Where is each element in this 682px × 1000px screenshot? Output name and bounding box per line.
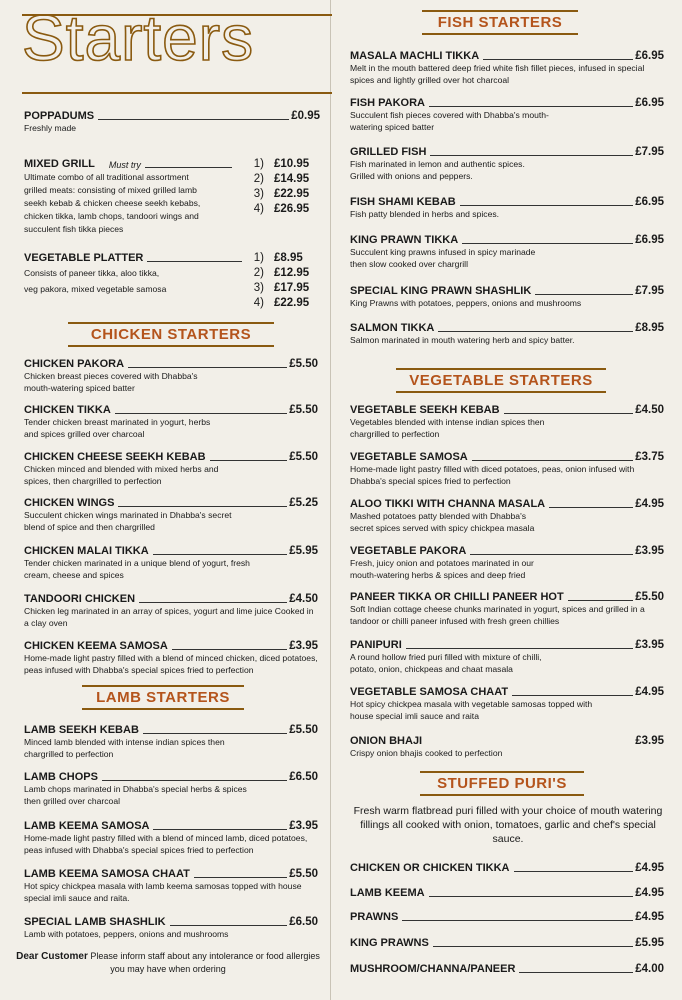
menu-item [350, 234, 664, 270]
portion-number: 4) [253, 297, 264, 309]
item-price: £3.95 [289, 820, 318, 832]
price-leader [145, 166, 232, 168]
item-name: VEGETABLE SAMOSA [350, 451, 468, 463]
item-description [24, 265, 234, 297]
price-leader [115, 412, 287, 414]
menu-item [24, 404, 318, 440]
item-price: £5.50 [289, 724, 318, 736]
right-column [336, 0, 682, 1000]
item-description: Mashed potatoes patty blended with Dhabba's secret spices served with spicy chickpea masala [350, 511, 535, 533]
item-tag: Must try [108, 160, 141, 170]
price-leader [483, 58, 633, 60]
price-leader [504, 412, 634, 414]
item-price: £5.25 [289, 497, 318, 509]
menu-item-poppadums [24, 110, 320, 135]
menu-item [24, 358, 318, 394]
price-leader [430, 154, 633, 156]
menu-item [350, 146, 664, 182]
section-heading-lamb: LAMB STARTERS [82, 685, 244, 710]
section-heading-fish: FISH STARTERS [422, 10, 578, 35]
item-price: £4.95 [635, 686, 664, 698]
item-price: £7.95 [635, 285, 664, 297]
item-name: MIXED GRILL [24, 158, 95, 170]
item-name: SPECIAL LAMB SHASHLIK [24, 916, 166, 928]
price-leader [172, 648, 287, 650]
section-heading-stuffed-puri: STUFFED PURI'S [420, 771, 584, 796]
item-name: CHICKEN TIKKA [24, 404, 111, 416]
item-name: VEGETABLE PLATTER [24, 252, 144, 264]
item-price: £6.50 [289, 916, 318, 928]
menu-item [24, 640, 318, 676]
item-name: MUSHROOM/CHANNA/PANEER [350, 963, 516, 975]
menu-item [24, 820, 318, 856]
price-leader [402, 919, 633, 921]
menu-item [24, 868, 318, 904]
item-description: A round hollow fried puri filled with mixture of chilli, potato, onion, chickpeas and chaat masala [350, 652, 542, 674]
item-description: Lamb with potatoes, peppers, onions and mushrooms [24, 929, 229, 939]
price-leader [460, 204, 633, 206]
price-leader [429, 895, 634, 897]
price-leader [519, 971, 633, 973]
menu-item [350, 285, 664, 310]
price-leader [433, 945, 633, 947]
item-price: £3.95 [289, 640, 318, 652]
menu-item-vegetable-platter [24, 252, 320, 310]
item-name: TANDOORI CHICKEN [24, 593, 136, 605]
title-rule-bottom [22, 92, 332, 94]
item-name: CHICKEN PAKORA [24, 358, 125, 370]
item-price: £4.95 [635, 911, 664, 923]
menu-item [24, 771, 318, 807]
item-name: PRAWNS [350, 911, 399, 923]
item-description: Home-made light pastry filled with diced potatoes, peas, onion infused with Dhabba's special spices fried to perfection [350, 464, 635, 486]
menu-item [24, 545, 318, 581]
menu-item [24, 724, 318, 760]
item-name: KING PRAWNS [350, 937, 429, 949]
menu-item [350, 887, 664, 899]
item-name: PANEER TIKKA OR CHILLI PANEER HOT [350, 591, 564, 603]
item-price: £5.50 [289, 868, 318, 880]
item-description [24, 171, 234, 236]
item-price: £4.00 [635, 963, 664, 975]
item-description: Hot spicy chickpea masala with vegetable samosas topped with house special imli sauce and raita [350, 699, 593, 721]
item-price: £6.95 [635, 196, 664, 208]
item-price: £5.50 [635, 591, 664, 603]
portion-price [250, 203, 309, 215]
item-description: Salmon marinated in mouth watering herb and spicy batter. [350, 335, 575, 345]
price-leader [535, 293, 633, 295]
portion-number: 2) [253, 173, 264, 185]
price-leader [472, 459, 633, 461]
item-description: Succulent fish pieces covered with Dhabba's mouth-watering spiced batter [350, 110, 549, 132]
item-description: Crispy onion bhajis cooked to perfection [350, 748, 503, 758]
desc-line: seekh kebab & chicken cheese seekh kebabs, [24, 198, 201, 208]
item-description: Melt in the mouth battered deep fried white fish fillet pieces, infused in special spices and lightly grilled over hot charcoal [350, 63, 645, 85]
item-description: Home-made light pastry filled with a blend of minced chicken, diced potatoes, peas infused with Dhabba's special spices fried to perfection [24, 653, 318, 675]
item-description: Lamb chops marinated in Dhabba's special herbs & spices then grilled over charcoal [24, 784, 247, 806]
price-spacer [426, 744, 633, 745]
menu-item [24, 497, 318, 533]
item-name: LAMB SEEKH KEBAB [24, 724, 139, 736]
item-price: £12.95 [274, 267, 310, 279]
item-name: VEGETABLE SAMOSA CHAAT [350, 686, 509, 698]
item-name: POPPADUMS [24, 110, 95, 122]
item-price: £5.50 [289, 451, 318, 463]
price-leader [170, 924, 288, 926]
price-leader [429, 105, 633, 107]
item-description: Freshly made [24, 123, 77, 133]
item-price: £3.75 [635, 451, 664, 463]
stuffed-puri-intro: Fresh warm flatbread puri filled with your choice of mouth watering fillings all cooked with onion, tomatoes, garlic and chef's special sauce. [353, 805, 663, 845]
item-price: £17.95 [274, 282, 310, 294]
menu-item [350, 911, 664, 923]
portion-number: 4) [253, 203, 264, 215]
item-price: £10.95 [274, 158, 310, 170]
price-leader [118, 505, 287, 507]
menu-item [350, 322, 664, 347]
item-name: FISH PAKORA [350, 97, 425, 109]
item-price: £7.95 [635, 146, 664, 158]
item-name: PANIPURI [350, 639, 402, 651]
portion-number: 2) [253, 267, 264, 279]
item-name: CHICKEN KEEMA SAMOSA [24, 640, 168, 652]
item-price: £6.50 [289, 771, 318, 783]
item-name: GRILLED FISH [350, 146, 427, 158]
item-price: £22.95 [274, 297, 310, 309]
column-divider [330, 0, 331, 1000]
item-price: £5.50 [289, 404, 318, 416]
item-description: Minced lamb blended with intense indian spices then chargrilled to perfection [24, 737, 225, 759]
menu-item [350, 97, 664, 133]
desc-line: Ultimate combo of all traditional assortment [24, 172, 189, 182]
item-price: £6.95 [635, 50, 664, 62]
desc-line: Consists of paneer tikka, aloo tikka, [24, 268, 160, 278]
item-name: ONION BHAJI [350, 735, 423, 747]
menu-item [350, 404, 664, 440]
item-price: £4.50 [289, 593, 318, 605]
item-price: £4.95 [635, 887, 664, 899]
item-name: SALMON TIKKA [350, 322, 435, 334]
item-description: King Prawns with potatoes, peppers, onions and mushrooms [350, 298, 582, 308]
price-leader [470, 553, 633, 555]
item-name: CHICKEN WINGS [24, 497, 115, 509]
item-name: KING PRAWN TIKKA [350, 234, 459, 246]
menu-item [350, 196, 664, 221]
item-description: Fish patty blended in herbs and spices. [350, 209, 500, 219]
item-description: Chicken minced and blended with mixed herbs and spices, then chargrilled to perfection [24, 464, 219, 486]
price-leader [549, 506, 633, 508]
desc-line: succulent fish tikka pieces [24, 224, 124, 234]
item-description: Home-made light pastry filled with a blend of minced lamb, diced potatoes, peas infused with Dhabba's special spices fried to perfection [24, 833, 308, 855]
item-name: CHICKEN OR CHICKEN TIKKA [350, 862, 510, 874]
menu-item [350, 591, 664, 627]
portion-price [250, 252, 303, 264]
item-price: £4.50 [635, 404, 664, 416]
price-leader [143, 732, 287, 734]
item-price: £22.95 [274, 188, 310, 200]
item-name: LAMB KEEMA SAMOSA CHAAT [24, 868, 190, 880]
section-heading-vegetable: VEGETABLE STARTERS [396, 368, 606, 393]
item-price: £8.95 [635, 322, 664, 334]
portion-number: 1) [253, 158, 264, 170]
item-price: £4.95 [635, 862, 664, 874]
item-name: MASALA MACHLI TIKKA [350, 50, 480, 62]
portion-price [250, 282, 309, 294]
portion-price [250, 267, 309, 279]
item-price: £3.95 [635, 545, 664, 557]
item-description: Fish marinated in lemon and authentic spices. Grilled with onions and peppers. [350, 159, 525, 181]
menu-item [350, 50, 664, 86]
footer-text: Please inform staff about any intolerance or food allergies you may have when ordering [90, 951, 320, 974]
item-name: CHICKEN CHEESE SEEKH KEBAB [24, 451, 206, 463]
price-leader [406, 647, 633, 649]
portion-number: 1) [253, 252, 264, 264]
portion-number: 3) [253, 188, 264, 200]
item-name: ALOO TIKKI WITH CHANNA MASALA [350, 498, 546, 510]
item-price: £3.95 [635, 735, 664, 747]
item-description: Chicken leg marinated in an array of spices, yogurt and lime juice Cooked in a clay oven [24, 606, 314, 628]
price-leader [512, 694, 633, 696]
portion-number: 3) [253, 282, 264, 294]
item-description: Tender chicken marinated in a unique blend of yogurt, fresh cream, cheese and spices [24, 558, 250, 580]
portion-price [250, 173, 309, 185]
price-leader [514, 870, 634, 872]
left-column [0, 0, 326, 1000]
item-description: Tender chicken breast marinated in yogurt, herbs and spices grilled over charcoal [24, 417, 211, 439]
price-leader [462, 242, 633, 244]
desc-line: grilled meats: consisting of mixed grilled lamb [24, 185, 197, 195]
menu-item [24, 451, 318, 487]
item-description: Soft Indian cottage cheese chunks marinated in yogurt, spices and grilled in a tandoor or chilli paneer infused with fresh green chillies [350, 604, 645, 626]
footer-greeting: Dear Customer [16, 951, 88, 962]
portion-price [250, 158, 309, 170]
price-leader [128, 366, 287, 368]
menu-item [350, 963, 664, 975]
item-description: Fresh, juicy onion and potatoes marinated in our mouth-watering herbs & spices and deep fried [350, 558, 534, 580]
page-title: Starters [22, 2, 255, 74]
item-price: £14.95 [274, 173, 310, 185]
item-description: Succulent chicken wings marinated in Dhabba's secret blend of spice and then chargrilled [24, 510, 232, 532]
price-leader [98, 118, 289, 120]
item-price: £5.95 [635, 937, 664, 949]
menu-item [350, 498, 664, 534]
portion-price [250, 297, 309, 309]
item-price: £6.95 [635, 97, 664, 109]
price-leader [568, 599, 634, 601]
menu-item [350, 639, 664, 675]
item-description: Vegetables blended with intense indian spices then chargrilled to perfection [350, 417, 545, 439]
menu-item [24, 593, 318, 629]
item-name: VEGETABLE SEEKH KEBAB [350, 404, 500, 416]
item-name: LAMB CHOPS [24, 771, 98, 783]
item-price: £6.95 [635, 234, 664, 246]
menu-item [350, 735, 664, 760]
menu-item [350, 545, 664, 581]
item-name: FISH SHAMI KEBAB [350, 196, 456, 208]
item-description: Hot spicy chickpea masala with lamb keema samosas topped with house special imli sauce and raita. [24, 881, 302, 903]
item-description: Succulent king prawns infused in spicy marinade then slow cooked over chargrill [350, 247, 536, 269]
price-leader [139, 601, 287, 603]
price-leader [210, 459, 288, 461]
item-name: VEGETABLE PAKORA [350, 545, 467, 557]
item-description: Chicken breast pieces covered with Dhabba's mouth-watering spiced batter [24, 371, 198, 393]
price-leader [153, 828, 287, 830]
price-leader [438, 330, 633, 332]
desc-line: chicken tikka, lamb chops, tandoori wings and [24, 211, 199, 221]
menu-item [24, 916, 318, 941]
item-price: £8.95 [274, 252, 303, 264]
menu-item [350, 862, 664, 874]
item-name: LAMB KEEMA [350, 887, 425, 899]
item-price: £3.95 [635, 639, 664, 651]
item-name: CHICKEN MALAI TIKKA [24, 545, 149, 557]
item-price: £0.95 [291, 110, 320, 122]
allergy-notice [16, 950, 320, 976]
item-price: £4.95 [635, 498, 664, 510]
price-leader [153, 553, 288, 555]
item-name: LAMB KEEMA SAMOSA [24, 820, 150, 832]
item-price: £5.95 [289, 545, 318, 557]
item-name: SPECIAL KING PRAWN SHASHLIK [350, 285, 532, 297]
menu-item [350, 937, 664, 949]
price-leader [194, 876, 287, 878]
menu-item-mixed-grill [24, 158, 320, 238]
price-leader [102, 779, 287, 781]
desc-line: veg pakora, mixed vegetable samosa [24, 284, 167, 294]
section-heading-chicken: CHICKEN STARTERS [68, 322, 274, 347]
portion-price [250, 188, 309, 200]
menu-item [350, 451, 664, 487]
item-price: £5.50 [289, 358, 318, 370]
menu-item [350, 686, 664, 722]
item-price: £26.95 [274, 203, 310, 215]
price-leader [147, 260, 242, 262]
